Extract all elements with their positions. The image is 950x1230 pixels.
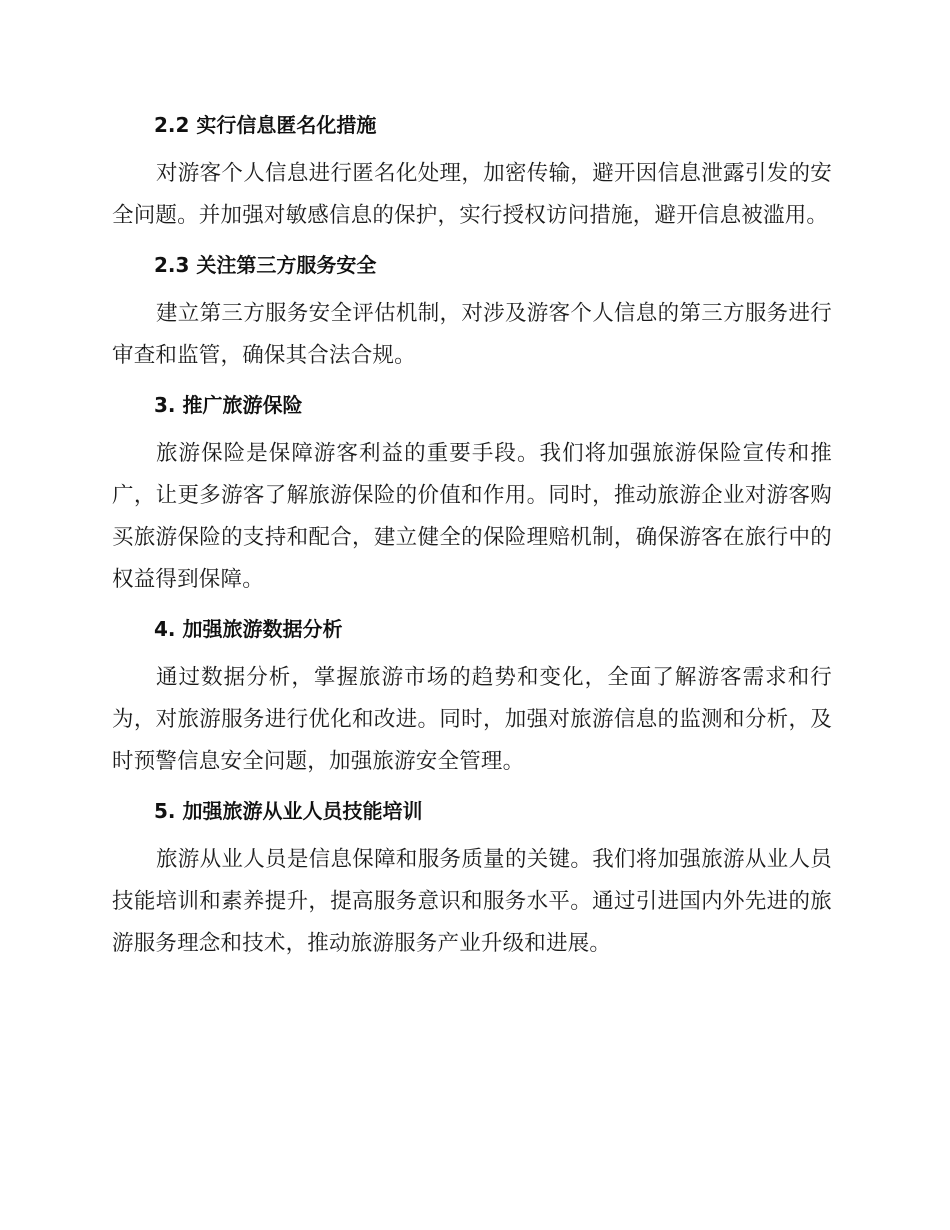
section-heading-3: 3. 推广旅游保险 — [154, 393, 303, 417]
section-heading-2-3: 2.3 关注第三方服务安全 — [154, 253, 377, 277]
section-heading-4: 4. 加强旅游数据分析 — [154, 617, 343, 641]
section-heading-2-2: 2.2 实行信息匿名化措施 — [154, 113, 377, 137]
section-paragraph-2-2: 对游客个人信息进行匿名化处理，加密传输，避开因信息泄露引发的安全问题。并加强对敏感信息的保护，实行授权访问措施，避开信息被滥用。 — [112, 161, 832, 228]
section-paragraph-3: 旅游保险是保障游客利益的重要手段。我们将加强旅游保险宣传和推广，让更多游客了解旅游保险的价值和作用。同时，推动旅游企业对游客购买旅游保险的支持和配合，建立健全的保险理赔机制，确保游客在旅行中的权益得到保障。 — [112, 441, 832, 592]
section-paragraph-5: 旅游从业人员是信息保障和服务质量的关键。我们将加强旅游从业人员技能培训和素养提升，提高服务意识和服务水平。通过引进国内外先进的旅游服务理念和技术，推动旅游服务产业升级和进展。 — [112, 847, 832, 956]
section-paragraph-4: 通过数据分析，掌握旅游市场的趋势和变化，全面了解游客需求和行为，对旅游服务进行优化和改进。同时，加强对旅游信息的监测和分析，及时预警信息安全问题，加强旅游安全管理。 — [112, 665, 832, 774]
section-heading-5: 5. 加强旅游从业人员技能培训 — [154, 799, 423, 823]
document-body — [112, 104, 832, 972]
section-paragraph-2-3: 建立第三方服务安全评估机制，对涉及游客个人信息的第三方服务进行审查和监管，确保其合法合规。 — [112, 301, 832, 368]
